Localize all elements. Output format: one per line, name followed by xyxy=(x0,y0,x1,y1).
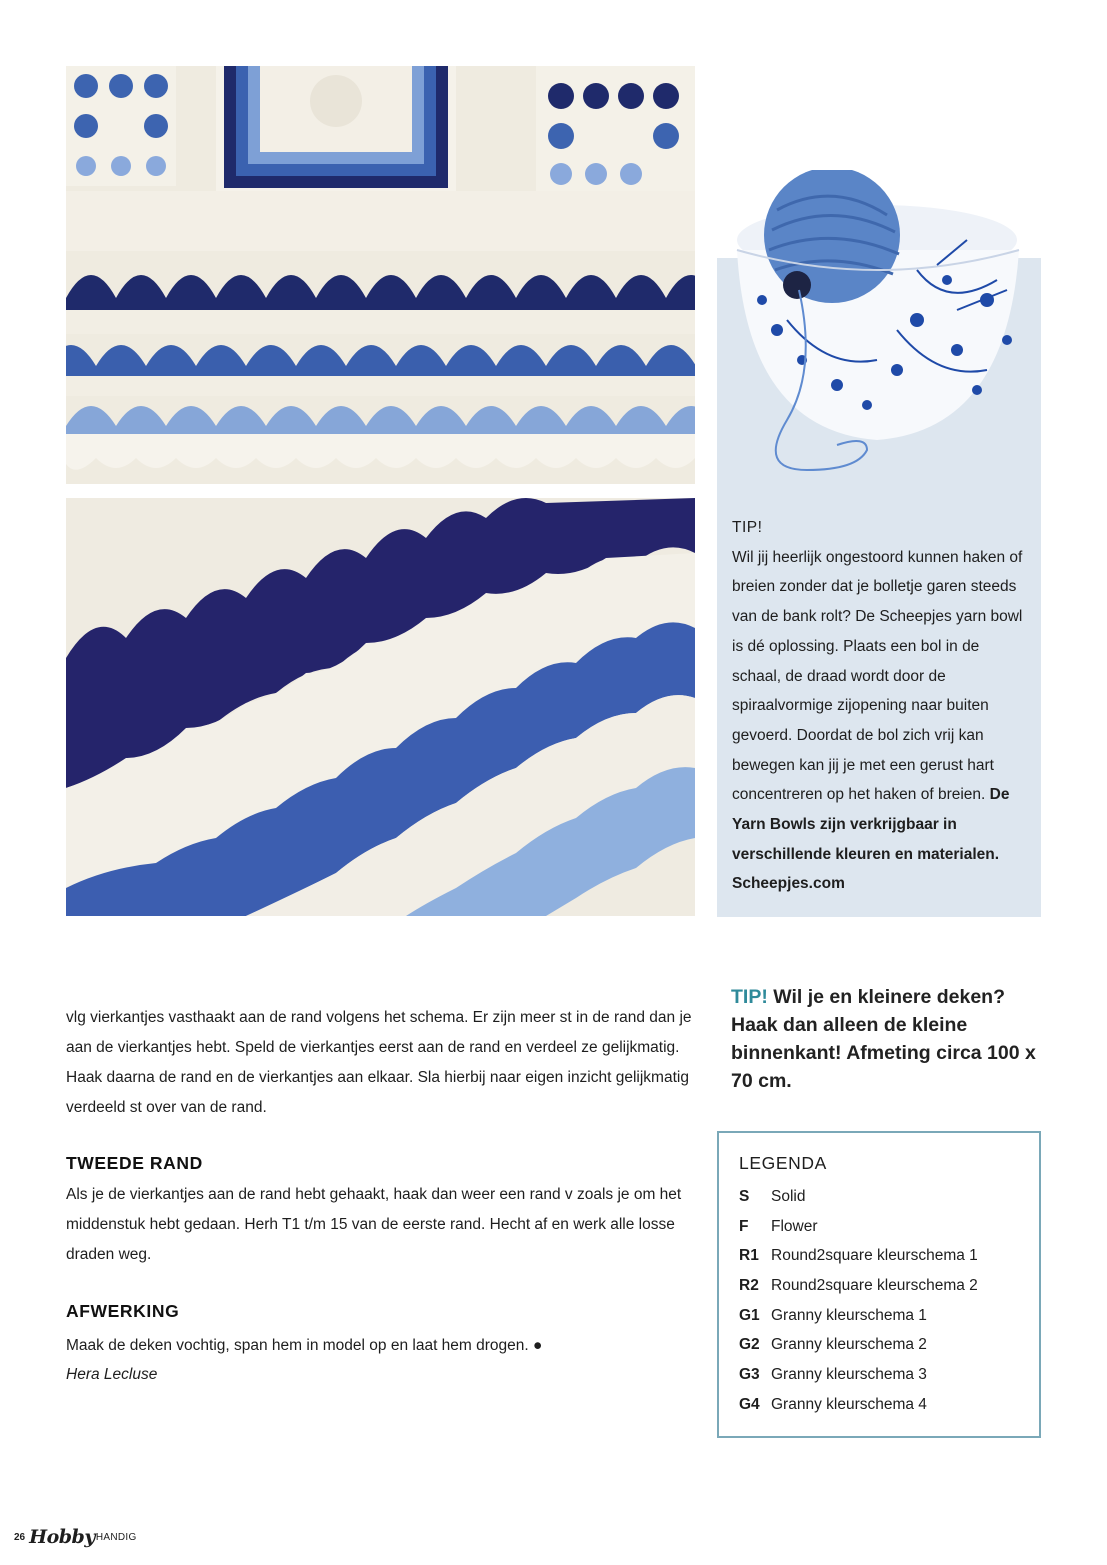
legend-code: G3 xyxy=(739,1366,760,1384)
legend-item xyxy=(739,1182,978,1212)
legend-item xyxy=(739,1360,978,1390)
legend-list xyxy=(739,1182,978,1420)
tweede-rand-paragraph: Als je de vierkantjes aan de rand hebt gehaakt, haak dan weer een rand v zoals je om het middenstuk hebt gedaan. Herh T1 t/m 15 van de eerste rand. Hecht af en werk alle losse draden weg. xyxy=(66,1186,682,1263)
yarn-bowl-image xyxy=(717,170,1041,480)
legend-label: Round2square kleurschema 1 xyxy=(771,1247,978,1265)
tip2-label: TIP! xyxy=(731,986,768,1008)
tip-body: Wil jij heerlijk ongestoord kunnen haken of breien zonder dat je bolletje garen steeds van de bank rolt? De Scheepjes yarn bowl is dé oplossing. Plaats een bol in de schaal, de draad wordt door de spiraalvormige zijopening naar buiten gevoerd. Doordat de bol zich vrij kan bewegen kan jij je met een gerust hart concentreren op het haken of breien. xyxy=(732,548,1023,804)
tip2-text: Wil je en kleinere deken? Haak dan alleen de kleine binnenkant! Afmeting circa 100 x 70 cm. xyxy=(731,986,1036,1092)
crochet-closeup-photo-bottom xyxy=(66,498,695,916)
legend-item xyxy=(739,1390,978,1420)
legend-label: Flower xyxy=(771,1217,818,1235)
legend-code: R2 xyxy=(739,1277,759,1295)
legend-item xyxy=(739,1241,978,1271)
tip-bold-text: De Yarn Bowls zijn verkrijgbaar in verschillende kleuren en materialen. xyxy=(732,786,1010,863)
page-footer xyxy=(14,1522,137,1552)
tip-website-link[interactable]: Scheepjes.com xyxy=(732,875,845,893)
legend-label: Granny kleurschema 3 xyxy=(771,1366,927,1384)
tip-title: TIP! xyxy=(732,519,763,536)
legend-item xyxy=(739,1301,978,1331)
legend-code: R1 xyxy=(739,1247,759,1265)
legend-code: G2 xyxy=(739,1336,760,1354)
brand-logo: Hobby xyxy=(29,1526,95,1548)
legend-title: LEGENDA xyxy=(739,1153,827,1173)
page-number: 26 xyxy=(14,1531,26,1543)
legend-item xyxy=(739,1330,978,1360)
legend-label: Solid xyxy=(771,1188,806,1205)
heading-afwerking: AFWERKING xyxy=(66,1301,180,1321)
legend-label: Granny kleurschema 2 xyxy=(771,1336,927,1354)
legend-item xyxy=(739,1212,978,1242)
tip-small-blanket xyxy=(731,983,1051,1095)
legend-label: Round2square kleurschema 2 xyxy=(771,1277,978,1295)
legend-code: G1 xyxy=(739,1306,760,1324)
heading-tweede-rand: TWEEDE RAND xyxy=(66,1153,203,1173)
legend-code: G4 xyxy=(739,1395,760,1413)
legend-label: Granny kleurschema 4 xyxy=(771,1395,927,1413)
crochet-border-photo-top xyxy=(66,66,695,484)
brand-logo-sub: HANDIG xyxy=(95,1531,137,1543)
legend-box xyxy=(717,1131,1041,1438)
author-name: Hera Lecluse xyxy=(66,1366,158,1383)
legend-label: Granny kleurschema 1 xyxy=(771,1306,927,1324)
afwerking-paragraph: Maak de deken vochtig, span hem in model op en laat hem drogen. ● xyxy=(66,1337,543,1354)
legend-code: S xyxy=(739,1188,750,1205)
tip-text-block xyxy=(732,513,1032,899)
legend-item xyxy=(739,1271,978,1301)
legend-code: F xyxy=(739,1217,749,1235)
intro-paragraph: vlg vierkantjes vasthaakt aan de rand volgens het schema. Er zijn meer st in de rand dan je aan de vierkantjes hebt. Speld de vierkantjes eerst aan de rand en verdeel ze gelijkmatig. Haak daarna de rand en de vierkantjes aan elkaar. Sla hierbij naar eigen inzicht gelijkmatig verdeeld st over van de rand. xyxy=(66,1009,692,1116)
